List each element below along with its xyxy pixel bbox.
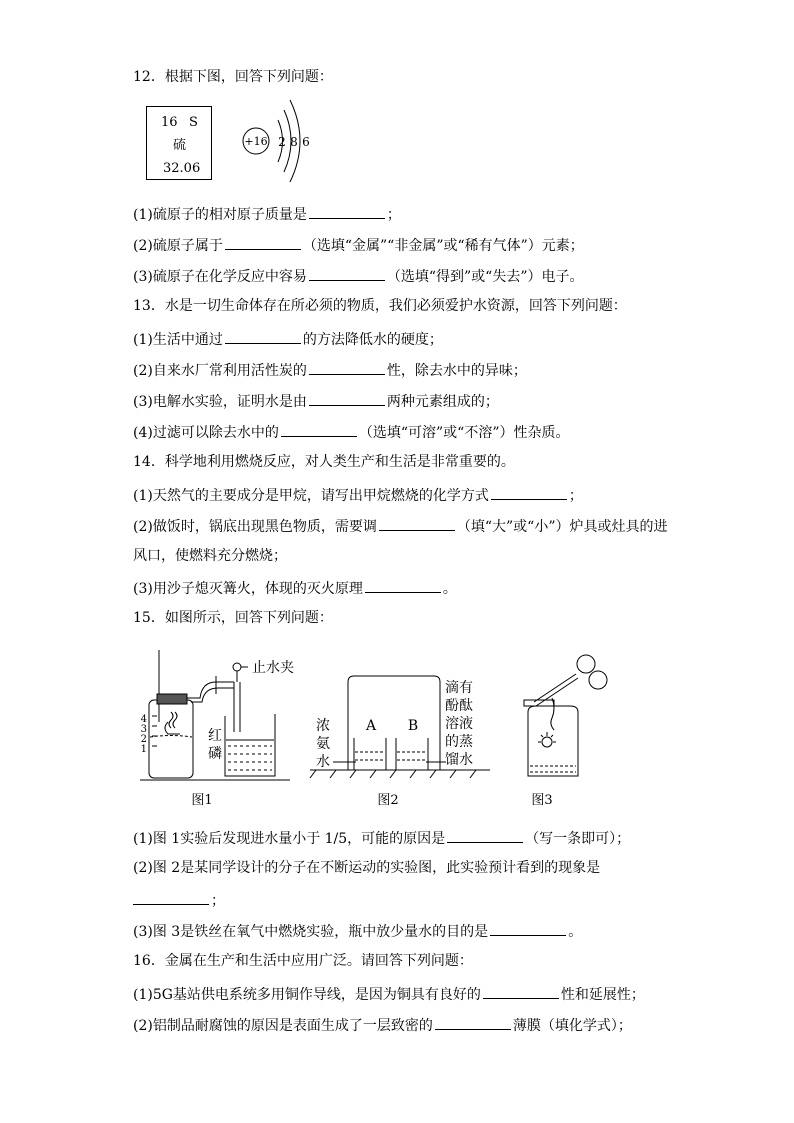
ammonia-label-3: 水 bbox=[316, 754, 330, 770]
q16-item-2: (2)铝制品耐腐蚀的原因是表面生成了一层致密的 薄膜（填化学式）； bbox=[133, 1015, 632, 1035]
q14-item-3: (3)用沙子熄灭篝火，体现的灭火原理 。 bbox=[133, 578, 457, 598]
answer-blank[interactable] bbox=[490, 921, 566, 936]
shell-3-electrons: 6 bbox=[302, 135, 310, 149]
atomic-mass: 32.06 bbox=[163, 161, 201, 176]
answer-blank[interactable] bbox=[379, 516, 455, 531]
atomic-number: 16 bbox=[161, 115, 178, 130]
q13-item-3: (3)电解水实验，证明水是由 两种元素组成的； bbox=[133, 391, 499, 411]
q12-item-1: (1)硫原子的相对原子质量是 ； bbox=[133, 204, 401, 224]
mark-4: 4 bbox=[140, 714, 147, 725]
q15-item-1: (1)图 1实验后发现进水量小于 1/5，可能的原因是 （写一条即可）； bbox=[133, 828, 630, 848]
mark-3: 3 bbox=[140, 724, 147, 735]
answer-blank[interactable] bbox=[309, 391, 385, 406]
q14-item-2-cont: 风口，使燃料充分燃烧； bbox=[133, 548, 287, 564]
phenol-label-3: 溶液 bbox=[445, 716, 473, 732]
phenol-label-4: 的蒸 bbox=[445, 734, 473, 750]
answer-blank[interactable] bbox=[281, 422, 357, 437]
answer-blank[interactable] bbox=[491, 485, 567, 500]
answer-blank[interactable] bbox=[483, 984, 559, 999]
answer-blank[interactable] bbox=[133, 890, 209, 905]
beaker-a-label: A bbox=[365, 718, 377, 734]
q13-item-2: (2)自来水厂常利用活性炭的 性，除去水中的异味； bbox=[133, 360, 527, 380]
red-phosphorus-label-1: 红 bbox=[208, 728, 222, 744]
mark-2: 2 bbox=[140, 734, 147, 745]
q15-item-2: (2)图 2是某同学设计的分子在不断运动的实验图，此实验预计看到的现象是 bbox=[133, 860, 601, 876]
q12-stem: 12．根据下图，回答下列问题： bbox=[133, 69, 333, 85]
element-symbol: S bbox=[189, 115, 198, 130]
q16-item-1: (1)5G基站供电系统多用铜作导线，是因为铜具有良好的 性和延展性； bbox=[133, 984, 645, 1004]
q13-item-1: (1)生活中通过 的方法降低水的硬度； bbox=[133, 329, 443, 349]
element-card bbox=[146, 106, 212, 180]
mark-1: 1 bbox=[140, 744, 147, 755]
answer-blank[interactable] bbox=[225, 329, 301, 344]
phenol-label-1: 滴有 bbox=[445, 680, 473, 696]
q15-figures bbox=[130, 642, 650, 812]
answer-blank[interactable] bbox=[309, 266, 385, 281]
figure-1-caption: 图1 bbox=[191, 793, 213, 808]
shell-2-electrons: 8 bbox=[290, 135, 298, 149]
answer-blank[interactable] bbox=[309, 204, 385, 219]
atom-structure-diagram bbox=[240, 94, 320, 190]
nucleus-charge: +16 bbox=[244, 135, 268, 148]
shell-1-electrons: 2 bbox=[278, 135, 286, 149]
answer-blank[interactable] bbox=[435, 1015, 511, 1030]
q13-item-4: (4)过滤可以除去水中的 （选填“可溶”或“不溶”）性杂质。 bbox=[133, 422, 569, 442]
beaker-b-label: B bbox=[407, 718, 419, 734]
answer-blank[interactable] bbox=[447, 828, 523, 843]
q14-item-2: (2)做饭时，锅底出现黑色物质，需要调 （填“大”或“小”）炉具或灶具的进 bbox=[133, 516, 667, 536]
q14-stem: 14．科学地利用燃烧反应，对人类生产和生活是非常重要的。 bbox=[133, 454, 515, 470]
ammonia-label-2: 氨 bbox=[316, 736, 330, 752]
q13-stem: 13．水是一切生命体存在所必须的物质，我们必须爱护水资源，回答下列问题： bbox=[133, 298, 627, 314]
element-name: 硫 bbox=[173, 138, 187, 153]
figure-2-caption: 图2 bbox=[377, 793, 399, 808]
ammonia-label-1: 浓 bbox=[316, 718, 330, 734]
figure-3 bbox=[524, 655, 607, 776]
q15-stem: 15．如图所示，回答下列问题： bbox=[133, 610, 333, 626]
answer-blank[interactable] bbox=[225, 235, 301, 250]
q16-stem: 16．金属在生产和生活中应用广泛。请回答下列问题： bbox=[133, 953, 473, 969]
phenol-label-5: 馏水 bbox=[445, 752, 473, 768]
answer-blank[interactable] bbox=[365, 578, 441, 593]
q15-item-3: (3)图 3是铁丝在氧气中燃烧实验，瓶中放少量水的目的是 。 bbox=[133, 921, 582, 941]
q15-item-2-cont: ； bbox=[133, 890, 225, 910]
red-phosphorus-label-2: 磷 bbox=[208, 746, 222, 762]
answer-blank[interactable] bbox=[309, 360, 385, 375]
figure-3-caption: 图3 bbox=[531, 793, 553, 808]
q14-item-1: (1)天然气的主要成分是甲烷，请写出甲烷燃烧的化学方式 ； bbox=[133, 485, 583, 505]
q12-item-2: (2)硫原子属于 （选填“金属”“非金属”或“稀有气体”）元素； bbox=[133, 235, 584, 255]
clamp-label: 止水夹 bbox=[252, 660, 294, 676]
phenol-label-2: 酚酞 bbox=[445, 698, 473, 714]
q12-item-3: (3)硫原子在化学反应中容易 （选填“得到”或“失去”）电子。 bbox=[133, 266, 583, 286]
